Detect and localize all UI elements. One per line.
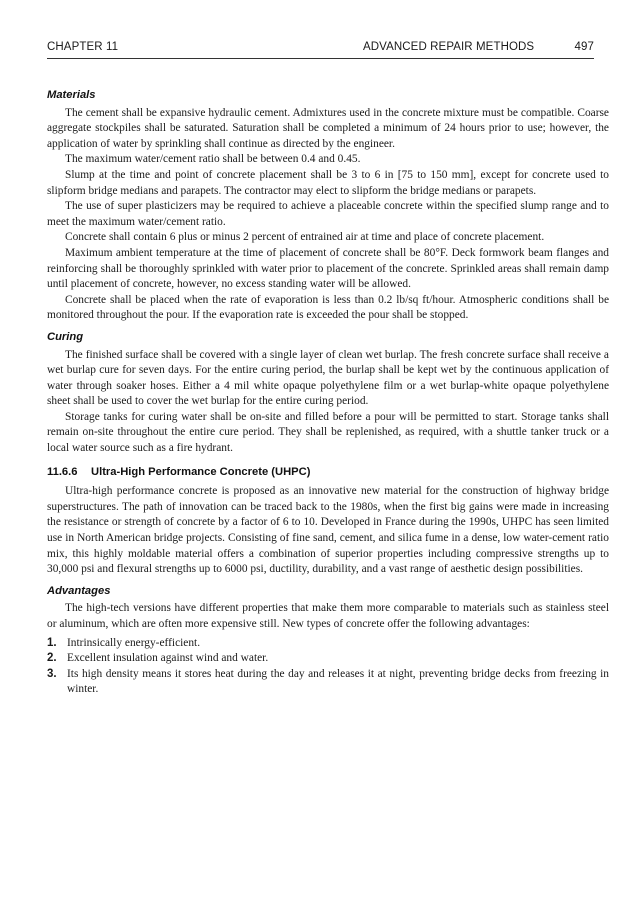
chapter-title: ADVANCED REPAIR METHODS	[363, 41, 535, 53]
list-item-number: 1.	[47, 636, 57, 649]
uhpc-paragraph: Ultra-high performance concrete is proposed as an innovative new material for the construction of highway bridge superstructures. The path of innovation can be traced back to the 1980s, when the first big gains were made in increasing the resistance or strength of concrete by a factor of 6 to 10. Developed in France during the 1990s, UHPC has seen limited use in North American bridge projects. Consisting of fine sand, cement, and silica fume in a dense, low water-cement ratio mix, this highly moldable material offers a combination of superior properties including compressive strengths up to 30,000 psi and flexural strengths up to 6000 psi, ductility, durability, and a vast range of aesthetic design possibilities.	[47, 485, 609, 576]
advantages-list	[47, 636, 609, 698]
page-number: 497	[574, 41, 594, 53]
list-item-text: Its high density means it stores heat during the day and releases it at night, preventing bridge decks from freezing in winter.	[67, 667, 609, 696]
chapter-label: CHAPTER 11	[47, 41, 119, 53]
curing-heading: Curing	[47, 330, 84, 343]
materials-paragraph: Maximum ambient temperature at the time of placement of concrete shall be 80°F. Deck formwork beam flanges and reinforcing shall be thoroughly sprinkled with water prior to placement of the concrete. Sprinkled areas shall remain damp until placement of concrete, however, no excess standing water will be allowed.	[47, 246, 609, 291]
advantages-paragraph: The high-tech versions have different properties that make them more comparable to materials such as stainless steel or aluminum, which are often more expensive still. New types of concrete offer the following advantages:	[47, 602, 609, 630]
list-item-number: 2.	[47, 652, 57, 665]
list-item-number: 3.	[47, 667, 57, 680]
section-heading-uhpc	[47, 465, 609, 481]
curing-paragraph: The finished surface shall be covered with a single layer of clean wet burlap. The fresh concrete surface shall receive a wet burlap cure for seven days. For the entire curing period, the burlap shall be kept wet by the continuous application of water through soaker hoses. Either a 4 mil white opaque polyethylene film or a wet burlap-white opaque polyethylene sheet shall be used to cover the wet burlap for the entire curing period.	[47, 348, 609, 408]
materials-heading: Materials	[47, 89, 96, 101]
materials-paragraph: The cement shall be expansive hydraulic cement. Admixtures used in the concrete mixture must be compatible. Coarse aggregate stockpiles shall be saturated. Saturation shall be completed a minimum of 24 hours prior to use; however, the application of water by sprinkling shall continue as directed by the engineer.	[47, 106, 609, 150]
list-item	[47, 651, 609, 667]
materials-paragraph: Slump at the time and point of concrete placement shall be 3 to 6 in [75 to 150 mm], except for concrete used to slipform bridge medians and parapets. The contractor may elect to slipform the bridge medians or parapets.	[47, 168, 609, 197]
list-item-text: Excellent insulation against wind and water.	[67, 652, 269, 665]
header-rule	[47, 58, 594, 59]
advantages-heading: Advantages	[47, 584, 111, 597]
list-item-text: Intrinsically energy-efficient.	[67, 636, 201, 649]
section-title: Ultra-High Performance Concrete (UHPC)	[91, 465, 311, 478]
materials-paragraph: The use of super plasticizers may be required to achieve a placeable concrete within the specified slump range and to meet the maximum water/cement ratio.	[47, 200, 609, 228]
page-body	[47, 84, 609, 698]
materials-paragraph: The maximum water/cement ratio shall be between 0.4 and 0.45.	[65, 153, 361, 166]
materials-paragraph: Concrete shall be placed when the rate of evaporation is less than 0.2 lb/sq ft/hour. Atmospheric conditions shall be monitored throughout the pour. If the evaporation rate is exceeded the pour shall be stopped.	[47, 293, 609, 322]
list-item	[47, 667, 609, 698]
materials-paragraph: Concrete shall contain 6 plus or minus 2 percent of entrained air at time and place of concrete placement.	[65, 231, 545, 244]
list-item	[47, 636, 609, 652]
curing-paragraph: Storage tanks for curing water shall be on-site and filled before a pour will be permitted to start. Storage tanks shall remain on-site throughout the entire cure period. They shall be replenished, as required, with a shuttle tanker truck or a local water source such as a fire hydrant.	[47, 410, 609, 455]
section-number: 11.6.6	[47, 465, 78, 478]
